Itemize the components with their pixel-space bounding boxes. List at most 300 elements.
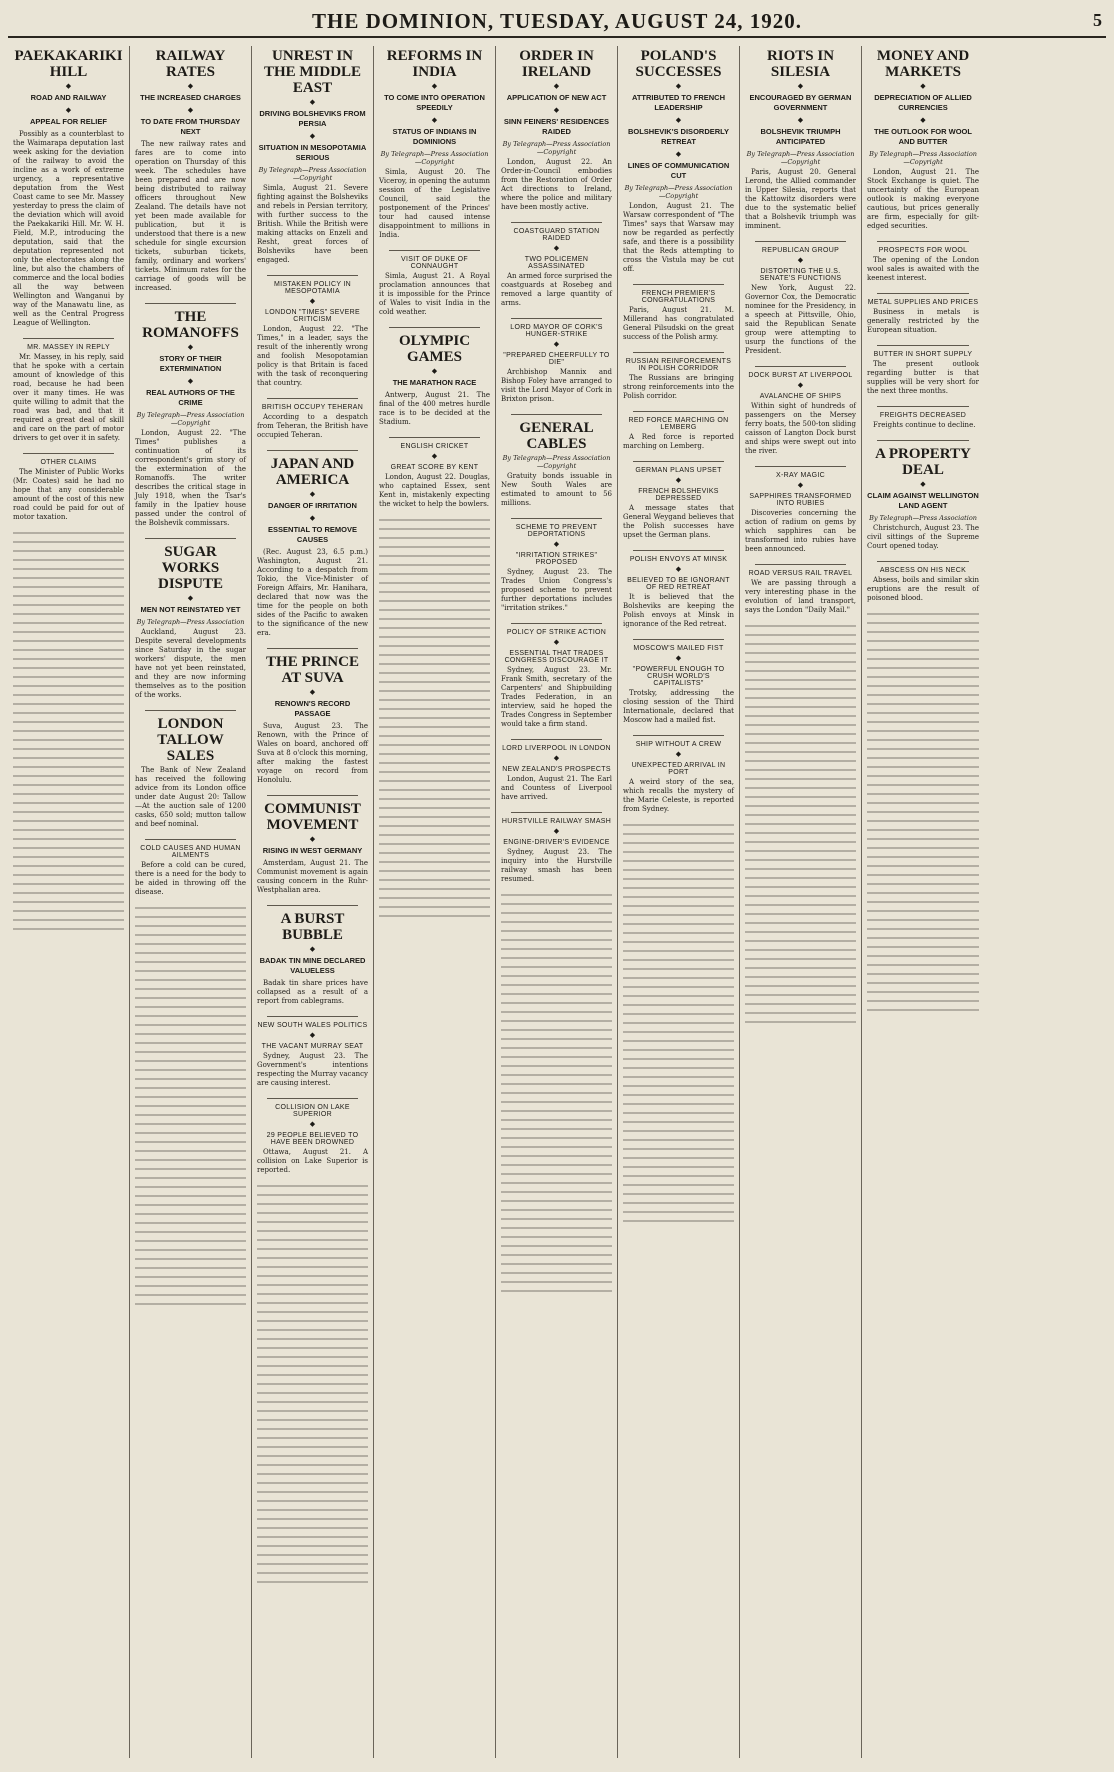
separator-ornament: ◆ <box>309 514 316 522</box>
article-subhead: "IRRITATION STRIKES" PROPOSED <box>515 552 598 566</box>
article-headline: RIOTS IN SILESIA <box>766 48 835 80</box>
article-headline: MONEY AND MARKETS <box>876 48 970 80</box>
article-body: Absess, boils and similar skin eruptions are the result of poisoned blood. <box>867 576 979 602</box>
article-body: Auckland, August 23. Despite several developments since Saturday in the sugar workers' dispute, the men have not yet been reinstated, and they are now informing themselves as to the position of the works. <box>135 628 246 699</box>
article-subhead: UNEXPECTED ARRIVAL IN PORT <box>631 762 726 776</box>
article-subhead: ROAD AND RAILWAY <box>30 93 107 102</box>
masthead <box>8 6 1106 38</box>
divider <box>145 839 236 840</box>
article <box>501 222 612 308</box>
article-headline: THE ROMANOFFS <box>142 309 239 341</box>
article-body: Ottawa, August 21. A collision on Lake Superior is reported. <box>257 1148 368 1174</box>
divider <box>755 366 846 367</box>
divider <box>511 812 602 813</box>
article-headline: SUGAR WORKS DISPUTE <box>157 544 224 592</box>
article-subhead: RISING IN WEST GERMANY <box>262 846 363 855</box>
article-subhead: REAL AUTHORS OF THE CRIME <box>146 388 235 407</box>
separator-ornament: ◆ <box>65 82 72 90</box>
separator-ornament: ◆ <box>797 256 804 264</box>
article-body: London, August 21. The Stock Exchange is quiet. The uncertainty of the European outlook is making everyone cautious, but prices generally are firm, especially for gilt-edged securities. <box>867 168 979 230</box>
article <box>257 648 368 785</box>
article-dateline: By Telegraph—Press Association <box>869 514 977 522</box>
article-subhead: FRENCH PREMIER'S CONGRATULATIONS <box>641 290 716 304</box>
article-headline: A BURST BUBBLE <box>280 911 345 943</box>
article-subhead: LORD LIVERPOOL IN LONDON <box>502 745 611 752</box>
article-body: The new railway rates and fares are to come into operation on Thursday of this week. The schedules have been prepared and are now being distributed to railway officers throughout New Zealand. The details have not yet been made available for publication, but it is understood that there is a new schedule for single excursion tickets, suburban tickets, family, ordinary and workers' tickets. Minimum rates for the carriage of goods will be increased. <box>135 140 246 292</box>
article-subhead: HURSTVILLE RAILWAY SMASH <box>501 818 612 825</box>
article-body: Simla, August 21. A Royal proclamation announces that it is impossible for the Prince of Wales to visit India in the cold weather. <box>379 272 490 316</box>
separator-ornament: ◆ <box>187 377 194 385</box>
column-text-lines <box>379 519 490 919</box>
masthead-title: THE DOMINION, TUESDAY, AUGUST 24, 1920. <box>311 8 803 33</box>
article <box>867 406 979 430</box>
article <box>379 437 490 509</box>
separator-ornament: ◆ <box>920 480 926 488</box>
article-subhead: MR. MASSEY IN REPLY <box>27 344 110 351</box>
article-subhead: RUSSIAN REINFORCEMENTS IN POLISH CORRIDOR <box>625 358 732 372</box>
article-subhead: ENCOURAGED BY GERMAN GOVERNMENT <box>749 93 852 112</box>
divider <box>267 450 358 451</box>
article-body: The present outlook regarding butter is that supplies will be very short for the next three months. <box>867 360 979 395</box>
divider <box>267 398 358 399</box>
separator-ornament: ◆ <box>431 116 438 124</box>
article-subhead: TO COME INTO OPERATION SPEEDILY <box>384 93 485 112</box>
article-body: Trotsky, addressing the closing session of the Third Internationale, declared that Moscow had a mailed fist. <box>623 689 734 724</box>
article <box>623 735 734 814</box>
article-subhead: STATUS OF INDIANS IN DOMINIONS <box>392 127 477 146</box>
separator-ornament: ◆ <box>553 244 560 252</box>
article-body: A Red force is reported marching on Lemberg. <box>623 433 734 450</box>
article <box>623 550 734 629</box>
article-subhead: SCHEME TO PREVENT DEPORTATIONS <box>515 524 598 538</box>
article-subhead: COLD CAUSES AND HUMAN AILMENTS <box>140 845 241 859</box>
article-dateline: By Telegraph—Press Association—Copyright <box>258 166 367 182</box>
article-body: London, August 22. An Order-in-Council embodies from the Restoration of Order Act directions to Ireland, where the police and military have been mostly active. <box>501 158 612 211</box>
article-subhead: POLICY OF STRIKE ACTION <box>506 629 607 636</box>
article-subhead: BELIEVED TO BE IGNORANT OF RED RETREAT <box>627 577 730 591</box>
divider <box>145 710 236 711</box>
separator-ornament: ◆ <box>675 82 682 90</box>
column-text-lines <box>135 907 246 1307</box>
column-4 <box>374 46 496 1758</box>
article <box>13 453 124 522</box>
separator-ornament: ◆ <box>675 116 682 124</box>
article <box>257 1098 368 1175</box>
column-text-lines <box>501 894 612 1294</box>
divider <box>267 275 358 276</box>
article <box>623 284 734 342</box>
article-subhead: ATTRIBUTED TO FRENCH LEADERSHIP <box>631 93 726 112</box>
separator-ornament: ◆ <box>920 82 926 90</box>
article-dateline: By Telegraph—Press Association—Copyright <box>869 150 977 166</box>
separator-ornament: ◆ <box>309 835 316 843</box>
article-subhead: FRENCH BOLSHEVIKS DEPRESSED <box>638 488 719 502</box>
article-body: Simla, August 21. Severe fighting against the Bolsheviks and rebels in Persian territory, with further success to the British. While the British were making attacks on Enzeli and Resht, great forces of Bolsheviks have been engaged. <box>257 184 368 264</box>
article-subhead: COLLISION ON LAKE SUPERIOR <box>275 1104 350 1118</box>
separator-ornament: ◆ <box>309 132 316 140</box>
article-subhead: METAL SUPPLIES AND PRICES <box>867 299 979 306</box>
separator-ornament: ◆ <box>431 367 438 375</box>
divider <box>511 623 602 624</box>
divider <box>633 411 724 412</box>
separator-ornament: ◆ <box>553 638 560 646</box>
article-subhead: FREIGHTS DECREASED <box>879 412 967 419</box>
article-body: Possibly as a counterblast to the Waimarapa deputation last week asking for the deviation of the railway to avoid the incline as a work of extreme urgency, a representative deputation from the West Coast came to see Mr. Massey yesterday to press the claim of the deviation which will avoid the Paekakariki Hill. Mr. W. H. Field, M.P., introducing the deputation, said that the deputation represented not only the electorates along the line, but also the chambers of commerce and the local bodies all the way between Wellington and Wanganui by way of the Manawatu line, as well as the Central Progress League of Wellington. <box>13 130 124 327</box>
article-subhead: AVALANCHE OF SHIPS <box>759 393 842 400</box>
article <box>867 345 979 396</box>
divider <box>389 327 480 328</box>
article-dateline: By Telegraph—Press Association <box>136 618 245 626</box>
article <box>379 327 490 427</box>
separator-ornament: ◆ <box>920 116 926 124</box>
divider <box>267 1016 358 1017</box>
divider <box>755 466 846 467</box>
article-subhead: BOLSHEVIK TRIUMPH ANTICIPATED <box>760 127 841 146</box>
article-subhead: SINN FEINERS' RESIDENCES RAIDED <box>503 117 610 136</box>
article-subhead: VISIT OF DUKE OF CONNAUGHT <box>401 256 468 270</box>
divider <box>267 795 358 796</box>
article-body: Sydney, August 23. The Trades Union Congress's proposed scheme to prevent further deportations includes "irritation strikes." <box>501 568 612 612</box>
article-subhead: X-RAY MAGIC <box>776 472 825 479</box>
article-subhead: THE VACANT MURRAY SEAT <box>261 1043 364 1050</box>
divider <box>267 648 358 649</box>
article-body: Badak tin share prices have collapsed as a result of a report from cablegrams. <box>257 979 368 1005</box>
separator-ornament: ◆ <box>797 116 804 124</box>
article-subhead: RED FORCE MARCHING ON LEMBERG <box>628 417 729 431</box>
separator-ornament: ◆ <box>309 297 316 305</box>
article-subhead: CLAIM AGAINST WELLINGTON LAND AGENT <box>867 491 979 510</box>
article <box>867 561 979 603</box>
article-subhead: "PREPARED CHEERFULLY TO DIE" <box>503 352 610 366</box>
column-2 <box>130 46 252 1758</box>
article <box>623 352 734 401</box>
article-dateline: By Telegraph—Press Association—Copyright <box>746 150 855 166</box>
article-body: According to a despatch from Teheran, the British have occupied Teheran. <box>257 413 368 439</box>
article-headline: JAPAN AND AMERICA <box>270 456 355 488</box>
article-dateline: By Telegraph—Press Association—Copyright <box>624 184 733 200</box>
separator-ornament: ◆ <box>309 1120 316 1128</box>
article-subhead: BRITISH OCCUPY TEHERAN <box>261 404 364 411</box>
article-subhead: REPUBLICAN GROUP <box>761 247 840 254</box>
article <box>379 250 490 317</box>
divider <box>633 352 724 353</box>
article-subhead: LINES OF COMMUNICATION CUT <box>627 161 730 180</box>
separator-ornament: ◆ <box>553 82 560 90</box>
article-body: Business in metals is generally restricted by the European situation. <box>867 308 979 334</box>
article-subhead: TO DATE FROM THURSDAY NEXT <box>140 117 241 136</box>
article-subhead: NEW ZEALAND'S PROSPECTS <box>502 766 611 773</box>
article-subhead: DANGER OF IRRITATION <box>268 501 357 510</box>
article-subhead: BADAK TIN MINE DECLARED VALUELESS <box>259 956 366 975</box>
separator-ornament: ◆ <box>187 82 194 90</box>
separator-ornament: ◆ <box>309 98 316 106</box>
article-subhead: RENOWN'S RECORD PASSAGE <box>274 699 351 718</box>
article-headline: COMMUNIST MOVEMENT <box>264 801 361 833</box>
article-body: Within sight of hundreds of passengers on the Mersey ferry boats, the 500-ton sliding caisson of Langton Dock burst and ships were swept out into the river. <box>745 402 856 455</box>
divider <box>267 905 358 906</box>
article <box>379 48 490 240</box>
separator-ornament: ◆ <box>553 540 560 548</box>
article <box>745 48 856 231</box>
article-body: (Rec. August 23, 6.5 p.m.) Washington, August 21. According to a despatch from Tokio, the Vice-Minister of Foreign Affairs, Mr. Hanihara, declared that now was the time for the people on both sides of the Pacific to awaken to the significance of the new era. <box>257 548 368 637</box>
column-text-lines <box>623 824 734 1224</box>
article-body: London, August 22. "The Times," in a leader, says the result of the inherently wrong and foolish Mesopotamian policy is that Britain is faced with the task of reconquering that country. <box>257 325 368 387</box>
page-number: 5 <box>1093 10 1102 30</box>
article <box>867 48 979 231</box>
article-subhead: NEW SOUTH WALES POLITICS <box>257 1022 368 1029</box>
article-body: The Russians are bringing strong reinforcements into the Polish corridor. <box>623 374 734 400</box>
article-body: Amsterdam, August 21. The Communist movement is again causing concern in the Ruhr-Westphalian area. <box>257 859 368 894</box>
divider <box>511 518 602 519</box>
divider <box>23 338 114 339</box>
divider <box>877 345 969 346</box>
article-dateline: By Telegraph—Press Association—Copyright <box>502 454 611 470</box>
separator-ornament: ◆ <box>187 343 194 351</box>
article-body: Paris, August 20. General Lerond, the Allied commander in Upper Silesia, reports that the Kattowitz disorders were due to the systematic belief that a Bolshevik triumph was imminent. <box>745 168 856 230</box>
article-subhead: GREAT SCORE BY KENT <box>390 464 479 471</box>
article-subhead: BUTTER IN SHORT SUPPLY <box>873 351 973 358</box>
article <box>501 623 612 729</box>
article-headline: UNREST IN THE MIDDLE EAST <box>263 48 362 96</box>
article-body: The opening of the London wool sales is awaited with the keenest interest. <box>867 256 979 282</box>
article-body: We are passing through a very interesting phase in the evolution of land transport, says the London "Daily Mail." <box>745 579 856 614</box>
divider <box>633 284 724 285</box>
article-body: It is believed that the Bolsheviks are keeping the Polish envoys at Minsk in ignorance of the Red retreat. <box>623 593 734 628</box>
article-subhead: DOCK BURST AT LIVERPOOL <box>748 372 853 379</box>
article <box>623 48 734 274</box>
divider <box>877 561 969 562</box>
separator-ornament: ◆ <box>431 82 438 90</box>
article-body: London, August 22. Douglas, who captained Essex, sent Kent in, mistakenly expecting the wicket to help the bowlers. <box>379 473 490 508</box>
divider <box>389 437 480 438</box>
article-body: An armed force surprised the coastguards at Rosebeg and removed a large quantity of arms. <box>501 272 612 307</box>
separator-ornament: ◆ <box>187 106 194 114</box>
article-subhead: THE INCREASED CHARGES <box>140 93 241 102</box>
column-text-lines <box>13 532 124 932</box>
article-subhead: DRIVING BOLSHEVIKS FROM PERSIA <box>259 109 366 128</box>
article-body: Mr. Massey, in his reply, said that he spoke with a certain amount of knowledge of this road, because he had been over it many times. He was quite willing to admit that the road was bad, and that it required a great deal of skill and care on the part of motor drivers to get over it in safety. <box>13 353 124 442</box>
separator-ornament: ◆ <box>675 150 682 158</box>
article <box>257 275 368 388</box>
article-body: Discoveries concerning the action of radium on gems by which sapphires can be transformed into rubies have been announced. <box>745 509 856 553</box>
separator-ornament: ◆ <box>65 106 72 114</box>
article-body: Christchurch, August 23. The civil sittings of the Supreme Court opened today. <box>867 524 979 550</box>
article <box>745 366 856 456</box>
article-headline: LONDON TALLOW SALES <box>157 716 224 764</box>
article-dateline: By Telegraph—Press Association—Copyright <box>502 140 611 156</box>
article-subhead: OTHER CLAIMS <box>40 459 97 466</box>
article-subhead: DISTORTING THE U.S. SENATE'S FUNCTIONS <box>759 268 842 282</box>
article-subhead: APPLICATION OF NEW ACT <box>506 93 607 102</box>
divider <box>267 1098 358 1099</box>
article <box>501 812 612 884</box>
article <box>135 303 246 528</box>
article-body: Archbishop Mannix and Bishop Foley have arranged to visit the Lord Mayor of Cork in Brixton prison. <box>501 368 612 403</box>
article-subhead: COASTGUARD STATION RAIDED <box>513 228 600 242</box>
separator-ornament: ◆ <box>309 945 316 953</box>
divider <box>145 303 236 304</box>
article-body: Suva, August 23. The Renown, with the Prince of Wales on board, anchored off Suva at 8 o'clock this morning, after making the fastest voyage on record from Honolulu. <box>257 722 368 784</box>
article-headline: PAEKAKARIKI HILL <box>14 48 123 80</box>
article-subhead: THE OUTLOOK FOR WOOL AND BUTTER <box>874 127 972 146</box>
column-6 <box>618 46 740 1758</box>
divider <box>633 461 724 462</box>
separator-ornament: ◆ <box>797 82 804 90</box>
article-body: Antwerp, August 21. The final of the 400 metres hurdle race is to be decided at the Stadium. <box>379 391 490 426</box>
column-7 <box>740 46 862 1758</box>
separator-ornament: ◆ <box>553 340 560 348</box>
separator-ornament: ◆ <box>675 476 682 484</box>
article-subhead: MOSCOW'S MAILED FIST <box>633 645 724 652</box>
article-body: Paris, August 21. M. Millerand has congratulated General Pilsudski on the great success of the Polish army. <box>623 306 734 341</box>
article <box>501 318 612 404</box>
separator-ornament: ◆ <box>675 565 682 573</box>
article-body: The Minister of Public Works (Mr. Coates) said he had no hope that any considerable amount of the cost of this new road could be paid for out of motor taxation. <box>13 468 124 521</box>
article-body: London, August 22. "The Times" publishes a continuation of its correspondent's grim story of the extermination of the Romanoffs. The writer describes the critical stage in July 1918, when the Tsar's family in the Ipatiev house passed under the control of the Bolshevik commissars. <box>135 429 246 527</box>
article-headline: ORDER IN IRELAND <box>519 48 594 80</box>
separator-ornament: ◆ <box>309 1031 316 1039</box>
article-body: A weird story of the sea, which recalls the mystery of the Marie Celeste, is reported from Sydney. <box>623 778 734 813</box>
article <box>501 518 612 613</box>
article-subhead: 29 PEOPLE BELIEVED TO HAVE BEEN DROWNED <box>266 1132 359 1146</box>
article-headline: RAILWAY RATES <box>155 48 226 80</box>
article-body: London, August 21. The Warsaw correspondent of "The Times" says that Warsaw may now be regarded as perfectly safe, and there is a possibility that the Reds attempting to cross the Vistula may be cut off. <box>623 202 734 273</box>
article-subhead: MISTAKEN POLICY IN MESOPOTAMIA <box>273 281 352 295</box>
article-dateline: By Telegraph—Press Association—Copyright <box>136 411 245 427</box>
article <box>501 414 612 508</box>
article-headline: GENERAL CABLES <box>519 420 594 452</box>
divider <box>511 739 602 740</box>
article-subhead: STORY OF THEIR EXTERMINATION <box>159 354 222 373</box>
article-subhead: LORD MAYOR OF CORK'S HUNGER-STRIKE <box>510 324 603 338</box>
article-body: Before a cold can be cured, there is a need for the body to be aided in throwing off the disease. <box>135 861 246 896</box>
article-body: Gratuity bonds issuable in New South Wales are estimated to amount to 56 millions. <box>501 472 612 507</box>
article-headline: POLAND'S SUCCESSES <box>635 48 722 80</box>
article-headline: OLYMPIC GAMES <box>398 333 471 365</box>
divider <box>633 550 724 551</box>
article-subhead: ESSENTIAL THAT TRADES CONGRESS DISCOURAGE IT <box>504 650 609 664</box>
article <box>623 411 734 451</box>
column-5 <box>496 46 618 1758</box>
separator-ornament: ◆ <box>553 827 560 835</box>
separator-ornament: ◆ <box>309 688 316 696</box>
divider <box>877 440 969 441</box>
article-body: London, August 21. The Earl and Countess of Liverpool have arrived. <box>501 775 612 801</box>
column-text-lines <box>257 1185 368 1585</box>
article <box>623 639 734 725</box>
divider <box>633 735 724 736</box>
article-subhead: "POWERFUL ENOUGH TO CRUSH WORLD'S CAPITALISTS" <box>632 666 725 687</box>
article <box>257 48 368 265</box>
article-body: Sydney, August 23. The Government's intentions respecting the Murray vacancy are causing interest. <box>257 1052 368 1087</box>
separator-ornament: ◆ <box>553 106 560 114</box>
article-subhead: LONDON "TIMES" SEVERE CRITICISM <box>265 309 360 323</box>
article <box>135 710 246 829</box>
article <box>501 48 612 212</box>
article <box>257 905 368 1006</box>
article-subhead: ESSENTIAL TO REMOVE CAUSES <box>268 525 357 544</box>
article-dateline: By Telegraph—Press Association—Copyright <box>380 150 489 166</box>
article-body: The Bank of New Zealand has received the following advice from its London office under date August 20: Tallow—At the auction sale of 1200 casks, 650 sold; mutton tallow and beef nominal. <box>135 766 246 828</box>
article-subhead: SITUATION IN MESOPOTAMIA SERIOUS <box>258 143 367 162</box>
article-subhead: ABSCESS ON HIS NECK <box>879 567 967 574</box>
column-8 <box>862 46 984 1758</box>
article-body: New York, August 22. Governor Cox, the Democratic nominee for the Presidency, in a speech at Pittsville, Ohio, said the Republican Senate group were attempting to usurp the functions of the President. <box>745 284 856 355</box>
article <box>745 241 856 356</box>
divider <box>389 250 480 251</box>
separator-ornament: ◆ <box>431 452 438 460</box>
separator-ornament: ◆ <box>797 481 804 489</box>
separator-ornament: ◆ <box>187 594 194 602</box>
divider <box>145 538 236 539</box>
article <box>257 398 368 440</box>
separator-ornament: ◆ <box>797 381 804 389</box>
article-subhead: MEN NOT REINSTATED YET <box>140 605 241 614</box>
article-subhead: PROSPECTS FOR WOOL <box>878 247 968 254</box>
column-3 <box>252 46 374 1758</box>
column-text-lines <box>867 613 979 1013</box>
separator-ornament: ◆ <box>553 754 560 762</box>
article-body: A message states that General Weygand believes that the Polish successes have upset the German plans. <box>623 504 734 539</box>
article <box>745 466 856 554</box>
article-body: Freights continue to decline. <box>873 421 976 429</box>
article <box>623 461 734 540</box>
article-headline: A PROPERTY DEAL <box>875 446 971 478</box>
article <box>867 293 979 335</box>
article <box>867 440 979 551</box>
divider <box>511 414 602 415</box>
article-subhead: DEPRECIATION OF ALLIED CURRENCIES <box>874 93 972 112</box>
article <box>257 795 368 895</box>
article-headline: THE PRINCE AT SUVA <box>266 654 359 686</box>
divider <box>633 639 724 640</box>
separator-ornament: ◆ <box>675 654 682 662</box>
article-body: Sydney, August 23. Mr. Frank Smith, secretary of the Carpenters' and Shipbuilding Trades Federation, in an interview, said he hoped the Trades Congress in September would take a firm stand. <box>501 666 612 728</box>
separator-ornament: ◆ <box>675 750 682 758</box>
article <box>13 48 124 328</box>
article-body: Simla, August 20. The Viceroy, in opening the autumn session of the Legislative Council, said the postponement of the Princes' tour had caused intense disappointment to millions in India. <box>379 168 490 239</box>
divider <box>511 318 602 319</box>
article-headline: REFORMS IN INDIA <box>386 48 483 80</box>
divider <box>877 406 969 407</box>
article <box>135 48 246 293</box>
article-subhead: SHIP WITHOUT A CREW <box>635 741 722 748</box>
article <box>257 1016 368 1088</box>
separator-ornament: ◆ <box>309 490 316 498</box>
article <box>501 739 612 802</box>
column-1 <box>8 46 130 1758</box>
divider <box>23 453 114 454</box>
article <box>13 338 124 443</box>
article <box>745 564 856 615</box>
article-subhead: ENGLISH CRICKET <box>400 443 469 450</box>
article-subhead: TWO POLICEMEN ASSASSINATED <box>524 256 589 270</box>
article <box>135 538 246 700</box>
article-subhead: BOLSHEVIK'S DISORDERLY RETREAT <box>627 127 730 146</box>
article-subhead: SAPPHIRES TRANSFORMED INTO RUBIES <box>749 493 852 507</box>
article-subhead: POLISH ENVOYS AT MINSK <box>629 556 728 563</box>
article-subhead: ENGINE-DRIVER'S EVIDENCE <box>503 839 610 846</box>
article-body: Sydney, August 23. The inquiry into the Hurstville railway smash has been resumed. <box>501 848 612 883</box>
divider <box>877 241 969 242</box>
article <box>257 450 368 638</box>
divider <box>511 222 602 223</box>
article <box>867 241 979 283</box>
divider <box>877 293 969 294</box>
article-subhead: THE MARATHON RACE <box>392 378 477 387</box>
article-subhead: APPEAL FOR RELIEF <box>30 117 107 126</box>
divider <box>755 241 846 242</box>
